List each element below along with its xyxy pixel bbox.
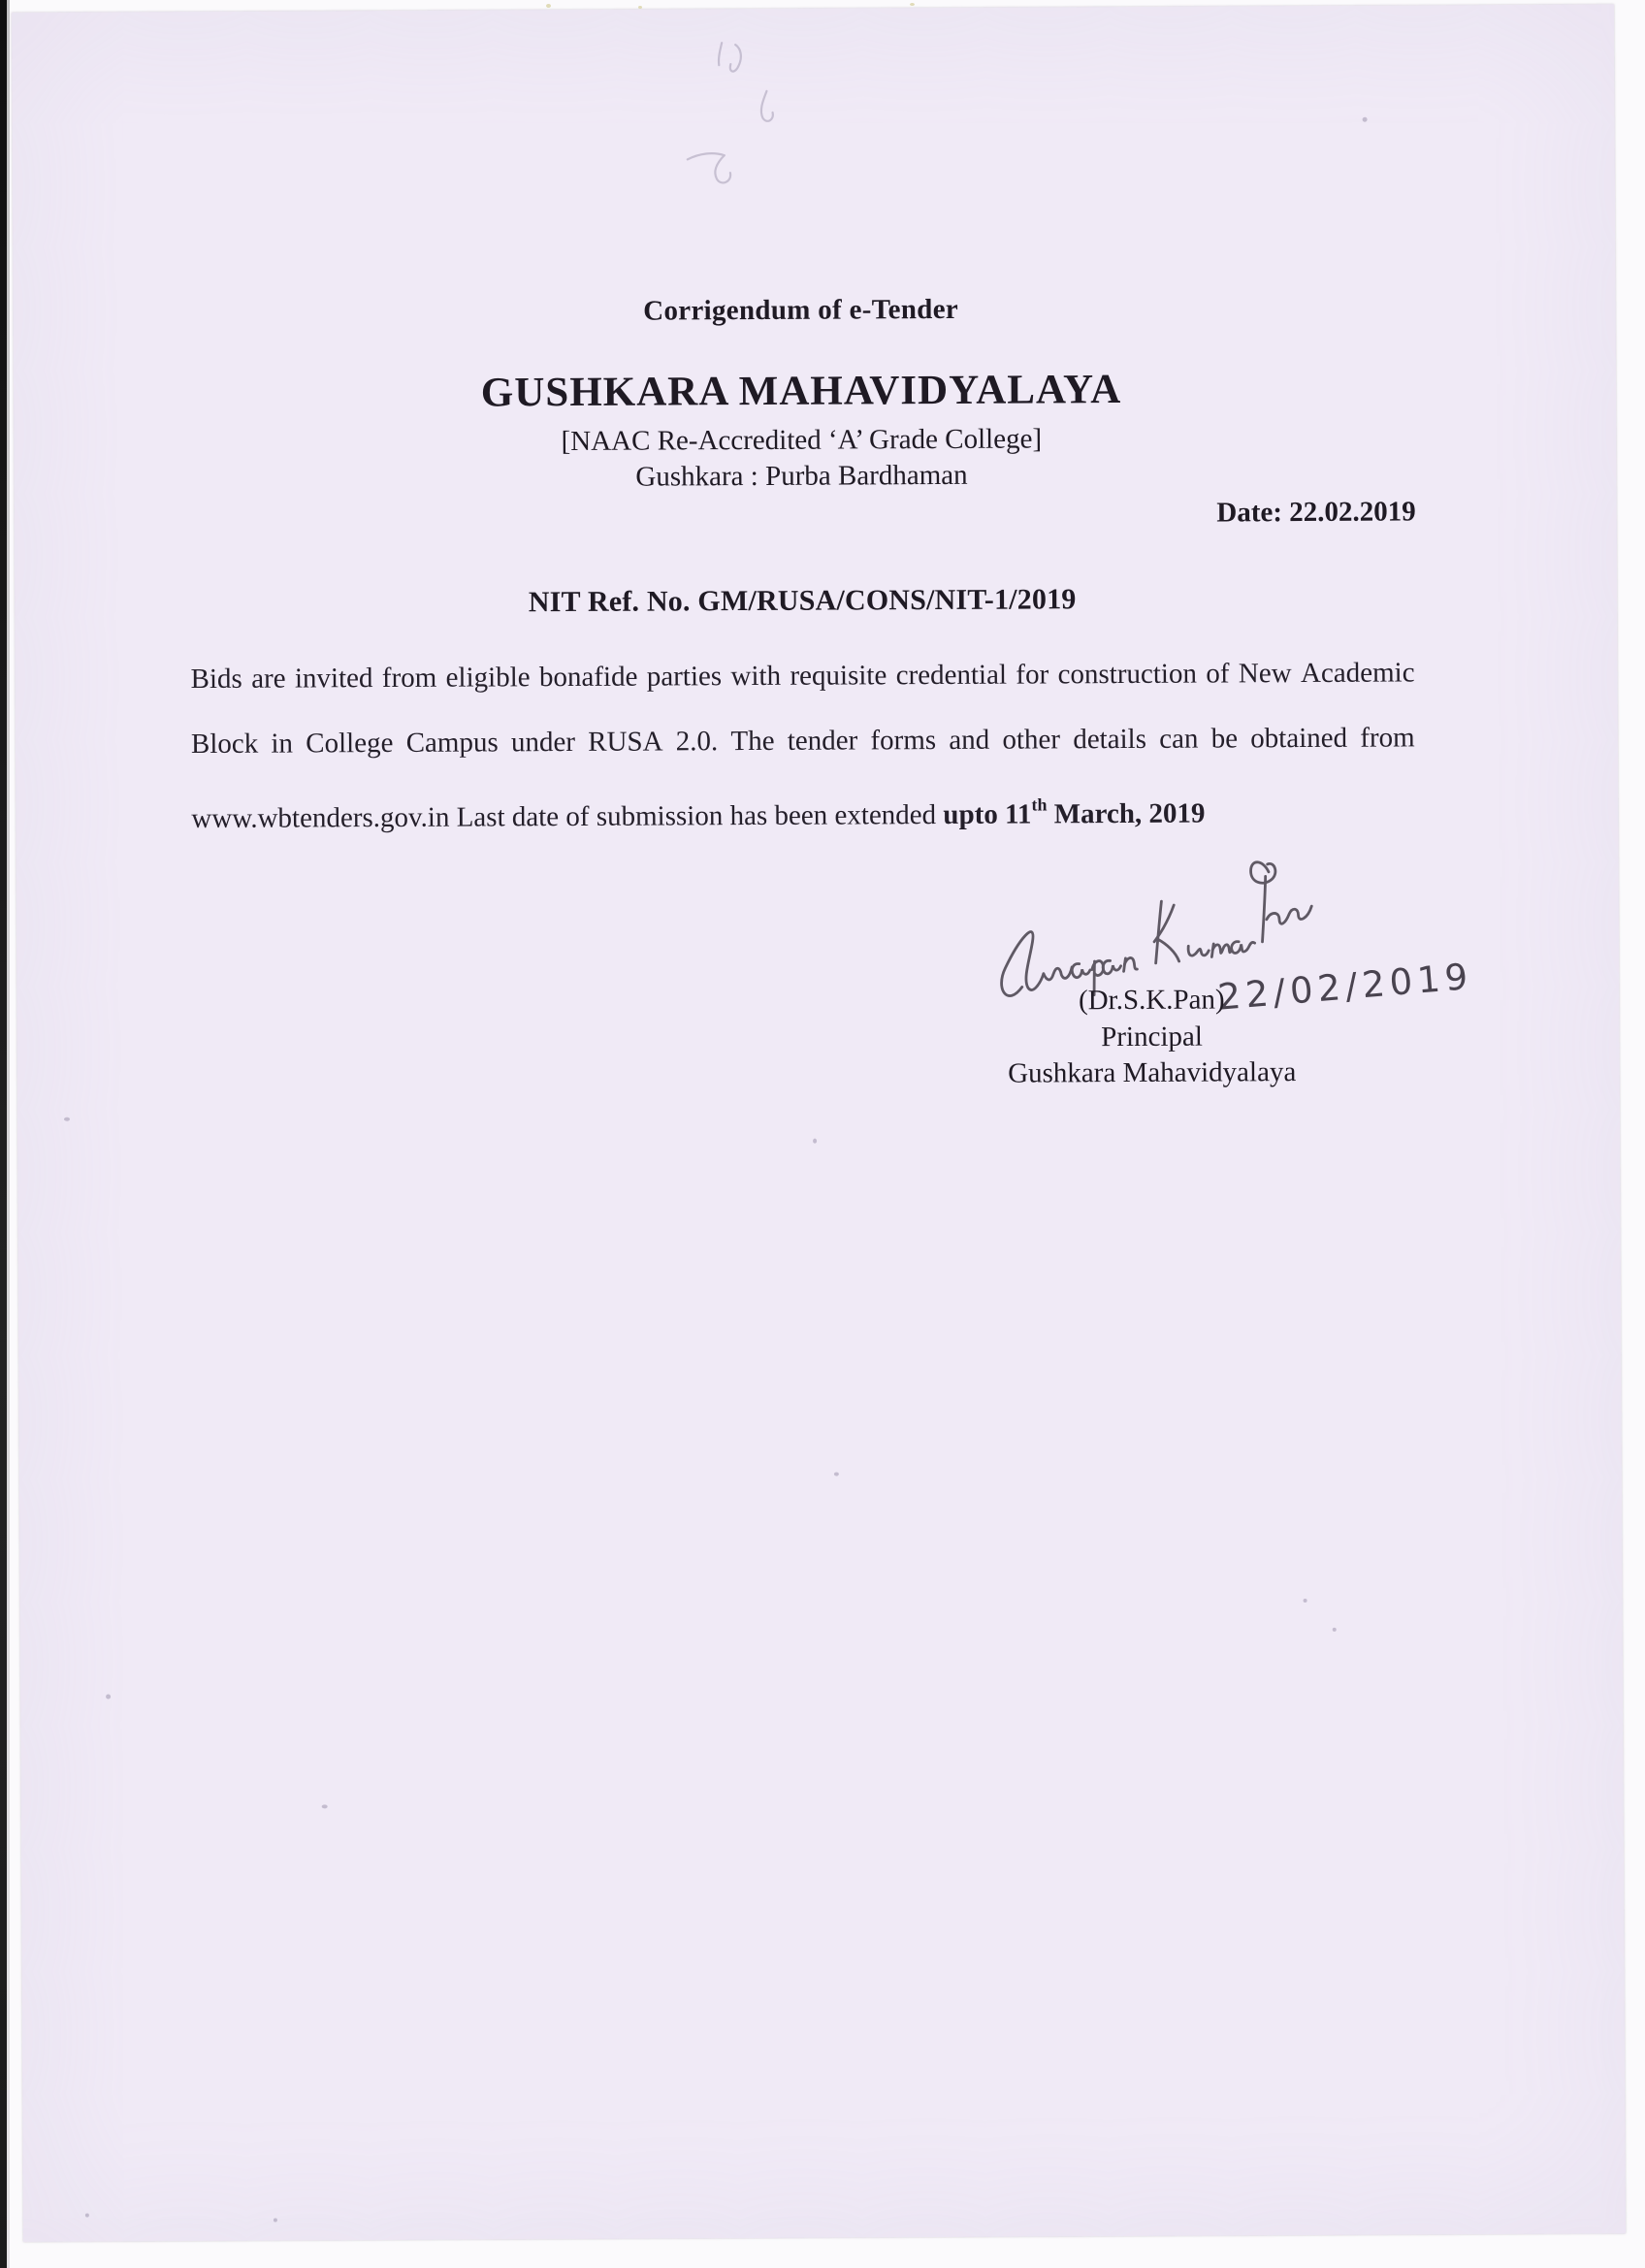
body-word: invited [294,663,373,695]
scan-artifact [638,6,642,9]
scan-artifact [1363,117,1368,122]
scan-artifact [322,1804,328,1808]
scan-artifact [106,1694,111,1699]
body-word: from [1360,722,1415,754]
body-word: other [1002,724,1061,756]
body-word: requisite [790,660,887,692]
body-word: of [1206,658,1230,690]
scan-artifact [1304,1599,1307,1603]
scan-artifact [834,1473,839,1476]
body-word: construction [1057,658,1198,691]
handwritten-date: 22/02/2019 [1215,955,1474,1019]
address-line: Gushkara : Purba Bardhaman [635,459,968,493]
signatory-institution: Gushkara Mahavidyalaya [1008,1056,1297,1089]
scan-artifact [813,1139,817,1144]
scan-artifact [546,4,551,8]
body-word: eligible [445,662,531,694]
signatory-printed-name: (Dr.S.K.Pan) [1078,984,1225,1017]
body-word: from [381,662,437,695]
scan-artifact [64,1118,70,1121]
body-paragraph [190,653,1415,855]
body-word: forms [870,725,937,757]
ordinal-superscript: th [1031,794,1048,815]
accreditation-line: [NAAC Re-Accredited ‘A’ Grade College] [561,423,1043,458]
body-line [191,783,1415,855]
signature-block [986,980,1317,1092]
deadline-text: upto 11 [943,798,1032,830]
signatory-role: Principal [1101,1021,1203,1053]
body-line [190,653,1414,725]
date-line: Date: 22.02.2019 [1216,496,1416,529]
body-text: www.wbtenders.gov.in Last date of submission has been extended [191,798,944,835]
body-word: in [271,728,294,760]
scan-artifact [274,2219,277,2222]
body-word: under [510,726,576,759]
deadline-text: March, 2019 [1047,797,1206,830]
body-word: Block [190,728,259,761]
body-word: parties [646,661,723,693]
body-word: Campus [405,727,499,759]
body-word: The [730,725,775,758]
scan-artifact [910,3,915,6]
body-word: details [1073,723,1147,756]
body-word: RUSA [588,726,663,758]
body-word: can [1159,723,1199,755]
document-subject: Corrigendum of e-Tender [643,293,959,327]
body-word: with [730,660,782,693]
body-word: for [1016,659,1049,691]
body-word: credential [895,659,1008,692]
body-word: New [1238,658,1292,690]
pencil-mark-scribbles [671,33,789,199]
body-word: Academic [1300,657,1415,690]
body-word: College [306,727,394,760]
body-word: are [251,663,286,695]
scanner-edge-shadow [7,0,10,2268]
scanner-edge-strip [0,0,7,2268]
body-word: tender [787,725,858,757]
body-word: Bids [190,663,242,696]
body-word: 2.0. [675,726,719,758]
college-name: GUSHKARA MAHAVIDYALAYA [480,367,1122,416]
body-word: bonafide [538,661,638,694]
scan-artifact [1333,1628,1337,1632]
scan-artifact [85,2214,89,2218]
body-line [191,718,1415,790]
body-word: and [949,724,990,756]
body-word: be [1210,723,1239,755]
body-word: obtained [1250,722,1348,755]
scanned-paper [12,4,1626,2242]
nit-reference: NIT Ref. No. GM/RUSA/CONS/NIT-1/2019 [528,583,1077,619]
